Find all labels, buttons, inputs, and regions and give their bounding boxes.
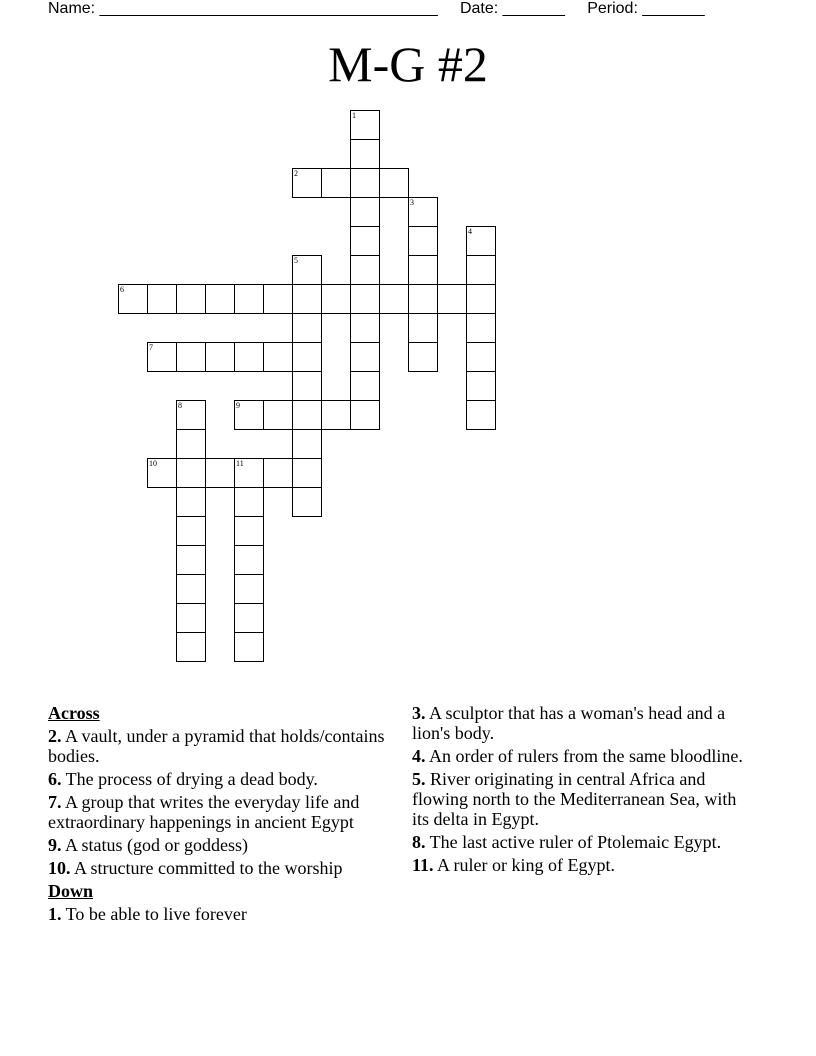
crossword-cell[interactable] — [437, 284, 467, 314]
clue-text: A vault, under a pyramid that holds/contains bodies. — [48, 726, 385, 766]
clues-column-left — [48, 703, 393, 927]
crossword-cell[interactable] — [466, 342, 496, 372]
crossword-cell[interactable] — [147, 458, 177, 488]
clue-text: A status (god or goddess) — [61, 835, 248, 855]
clue-number-label: 9 — [236, 401, 240, 410]
crossword-cell[interactable] — [147, 284, 177, 314]
clue-number: 3. — [412, 703, 426, 723]
date-label: Date: — [459, 0, 499, 17]
across-clue-list — [48, 726, 393, 878]
crossword-cell[interactable] — [263, 342, 293, 372]
crossword-cell[interactable] — [292, 400, 322, 430]
crossword-cell[interactable] — [176, 545, 206, 575]
crossword-cell[interactable] — [350, 168, 380, 198]
crossword-cell[interactable] — [292, 342, 322, 372]
crossword-cell[interactable] — [379, 284, 409, 314]
crossword-cell[interactable] — [147, 342, 177, 372]
crossword-cell[interactable] — [176, 574, 206, 604]
crossword-cell[interactable] — [350, 110, 380, 140]
clue-number-label: 6 — [120, 285, 124, 294]
crossword-cell[interactable] — [408, 226, 438, 256]
clue-text: A structure committed to the worship — [70, 858, 343, 878]
across-clue — [48, 792, 393, 832]
down-clue — [412, 769, 752, 829]
crossword-cell[interactable] — [292, 255, 322, 285]
crossword-cell[interactable] — [350, 255, 380, 285]
clue-number: 1. — [48, 904, 62, 924]
down-clue — [412, 746, 752, 766]
crossword-cell[interactable] — [292, 429, 322, 459]
crossword-cell[interactable] — [350, 400, 380, 430]
crossword-cell[interactable] — [234, 487, 264, 517]
clue-number-label: 8 — [178, 401, 182, 410]
crossword-cell[interactable] — [234, 603, 264, 633]
crossword-cell[interactable] — [176, 429, 206, 459]
period-label: Period: — [587, 0, 638, 17]
clue-number-label: 11 — [236, 459, 244, 468]
down-clue — [412, 832, 752, 852]
clue-text: A group that writes the everyday life and extraordinary happenings in ancient Egypt — [48, 792, 360, 832]
crossword-cell[interactable] — [379, 168, 409, 198]
crossword-cell[interactable] — [321, 400, 351, 430]
crossword-cell[interactable] — [466, 400, 496, 430]
clue-text: An order of rulers from the same bloodline. — [425, 746, 743, 766]
clue-number-label: 7 — [149, 343, 153, 352]
crossword-cell[interactable] — [292, 168, 322, 198]
crossword-cell[interactable] — [350, 284, 380, 314]
clue-text: River originating in central Africa and flowing north to the Mediterranean Sea, with its delta in Egypt. — [412, 769, 737, 829]
crossword-cell[interactable] — [118, 284, 148, 314]
down-clue — [48, 904, 393, 924]
crossword-cell[interactable] — [176, 516, 206, 546]
crossword-cell[interactable] — [176, 400, 206, 430]
crossword-cell[interactable] — [350, 371, 380, 401]
crossword-cell[interactable] — [408, 342, 438, 372]
name-label: Name: — [48, 0, 96, 17]
clues-column-right — [412, 703, 752, 878]
clue-number: 2. — [48, 726, 62, 746]
across-clue — [48, 726, 393, 766]
down-heading: Down — [48, 881, 94, 901]
across-clue — [48, 769, 393, 789]
clue-text: The process of drying a dead body. — [61, 769, 318, 789]
down-clue-list-continued — [412, 703, 752, 875]
clue-number-label: 1 — [352, 111, 356, 120]
crossword-cell[interactable] — [234, 632, 264, 662]
crossword-cell[interactable] — [408, 255, 438, 285]
crossword-cell[interactable] — [176, 603, 206, 633]
clue-text: The last active ruler of Ptolemaic Egypt. — [425, 832, 722, 852]
crossword-cell[interactable] — [234, 342, 264, 372]
crossword-cell[interactable] — [176, 342, 206, 372]
clue-number: 9. — [48, 835, 62, 855]
crossword-cell[interactable] — [292, 458, 322, 488]
crossword-cell[interactable] — [408, 284, 438, 314]
clue-text: A sculptor that has a woman's head and a lion's body. — [412, 703, 726, 743]
crossword-cell[interactable] — [350, 313, 380, 343]
crossword-cell[interactable] — [234, 400, 264, 430]
date-blank[interactable]: _______ — [502, 0, 565, 17]
crossword-cell[interactable] — [350, 139, 380, 169]
clue-number: 11. — [412, 855, 434, 875]
crossword-cell[interactable] — [205, 458, 235, 488]
crossword-cell[interactable] — [205, 284, 235, 314]
crossword-cell[interactable] — [466, 371, 496, 401]
clue-number-label: 4 — [468, 227, 472, 236]
crossword-cell[interactable] — [205, 342, 235, 372]
down-clue — [412, 855, 752, 875]
crossword-cell[interactable] — [350, 342, 380, 372]
crossword-cell[interactable] — [292, 371, 322, 401]
crossword-cell[interactable] — [176, 632, 206, 662]
down-clue — [412, 703, 752, 743]
clue-number: 7. — [48, 792, 62, 812]
down-clue-list — [48, 904, 393, 924]
crossword-cell[interactable] — [292, 313, 322, 343]
clue-number: 4. — [412, 746, 426, 766]
page-title: M-G #2 — [328, 36, 488, 92]
crossword-cell[interactable] — [292, 284, 322, 314]
crossword-cell[interactable] — [234, 516, 264, 546]
clue-number-label: 2 — [294, 169, 298, 178]
period-blank[interactable]: _______ — [642, 0, 705, 17]
crossword-cell[interactable] — [176, 487, 206, 517]
crossword-cell[interactable] — [466, 313, 496, 343]
clue-number-label: 5 — [294, 256, 298, 265]
crossword-cell[interactable] — [350, 197, 380, 227]
clue-number-label: 10 — [149, 459, 157, 468]
crossword-cell[interactable] — [234, 284, 264, 314]
crossword-cell[interactable] — [321, 284, 351, 314]
crossword-cell[interactable] — [176, 284, 206, 314]
crossword-cell[interactable] — [350, 226, 380, 256]
name-blank[interactable]: ______________________________________ — [99, 0, 438, 17]
clue-number: 6. — [48, 769, 62, 789]
crossword-cell[interactable] — [234, 545, 264, 575]
clue-number: 8. — [412, 832, 426, 852]
clue-number: 5. — [412, 769, 426, 789]
crossword-cell[interactable] — [466, 226, 496, 256]
crossword-cell[interactable] — [321, 168, 351, 198]
clue-text: To be able to live forever — [61, 904, 247, 924]
clue-text: A ruler or king of Egypt. — [433, 855, 615, 875]
across-clue — [48, 835, 393, 855]
crossword-cell[interactable] — [263, 458, 293, 488]
crossword-cell[interactable] — [466, 284, 496, 314]
crossword-cell[interactable] — [408, 313, 438, 343]
crossword-cell[interactable] — [263, 284, 293, 314]
crossword-cell[interactable] — [292, 487, 322, 517]
crossword-cell[interactable] — [234, 458, 264, 488]
crossword-cell[interactable] — [408, 197, 438, 227]
clue-number-label: 3 — [410, 198, 414, 207]
crossword-cell[interactable] — [176, 458, 206, 488]
student-info-line — [48, 0, 768, 18]
clue-number: 10. — [48, 858, 71, 878]
crossword-cell[interactable] — [466, 255, 496, 285]
across-heading: Across — [48, 703, 100, 723]
crossword-cell[interactable] — [234, 574, 264, 604]
across-clue — [48, 858, 393, 878]
crossword-cell[interactable] — [263, 400, 293, 430]
